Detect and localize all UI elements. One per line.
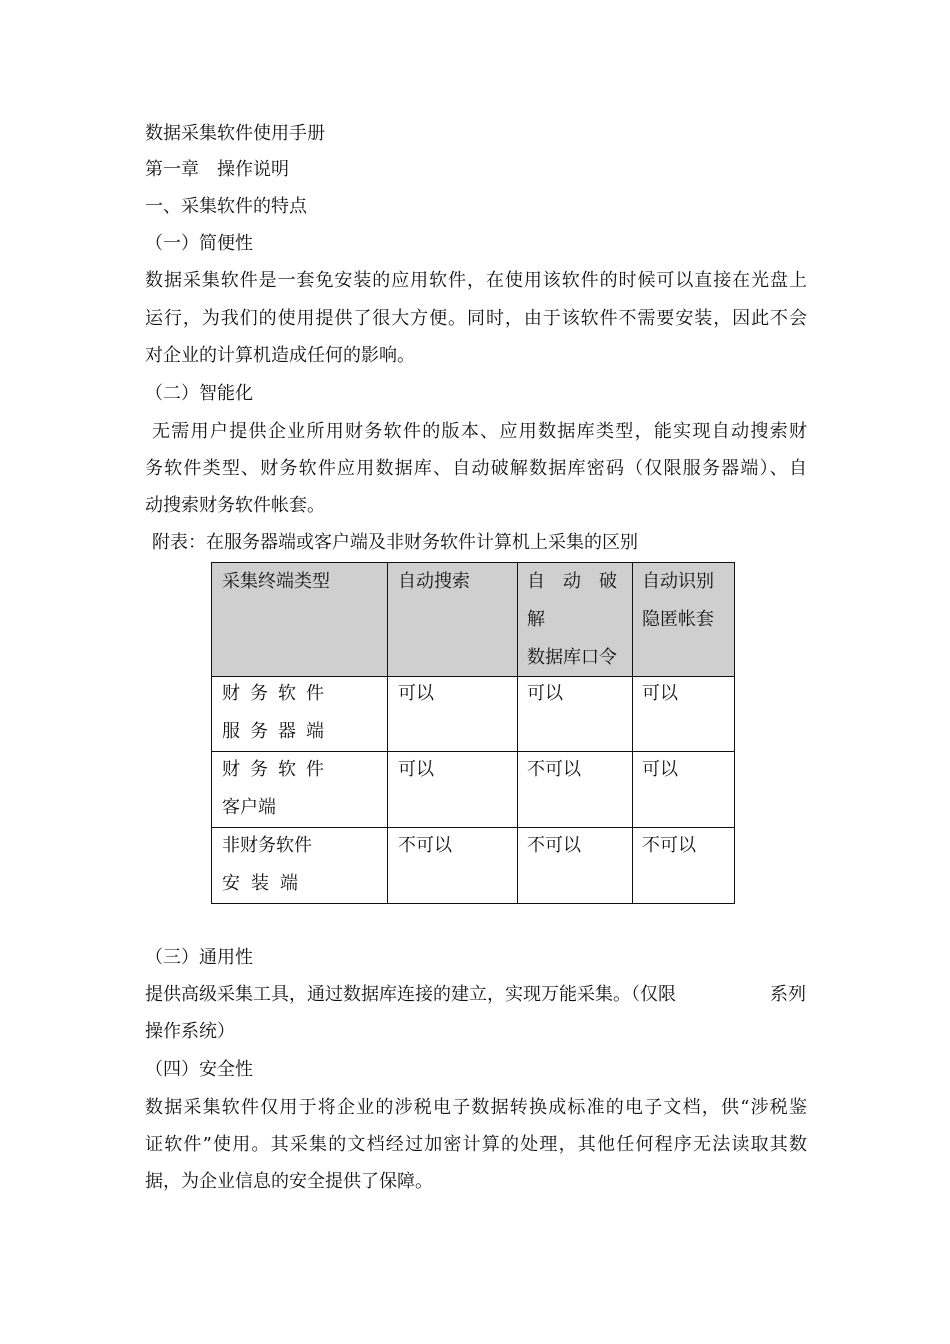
row-type-line1 (222, 759, 324, 781)
row-type-line2 (222, 873, 298, 895)
subsection-heading-simplicity: （一）简便性 (145, 233, 253, 254)
paragraph-line: 务软件类型、财务软件应用数据库、自动破解数据库密码（仅限服务器端）、自 (145, 458, 807, 479)
paragraph-line: 数据采集软件是一套免安装的应用软件，在使用该软件的时候可以直接在光盘上 (145, 270, 807, 291)
row-type-text: 服务器端 (222, 721, 324, 742)
table-divider (387, 563, 388, 903)
header-terminal-type: 采集终端类型 (222, 571, 330, 592)
table-divider (517, 563, 518, 903)
subsection-heading-intelligence: （二）智能化 (145, 383, 253, 404)
row-type-line2 (222, 721, 324, 743)
subsection-heading-generality: （三）通用性 (145, 947, 253, 968)
header-auto-crack-line3: 数据库口令 (527, 647, 617, 668)
subsection-heading-security: （四）安全性 (145, 1059, 253, 1080)
chapter-heading: 第一章 操作说明 (145, 159, 289, 180)
paragraph-line-right: 系列 (770, 984, 806, 1005)
table-caption: 附表：在服务器端或客户端及非财务软件计算机上采集的区别 (152, 532, 638, 553)
row-crack-value: 不可以 (527, 759, 581, 780)
row-crack-value: 不可以 (527, 835, 581, 856)
section-heading: 一、采集软件的特点 (145, 196, 307, 217)
header-auto-identify-line2: 隐匿帐套 (642, 609, 714, 630)
row-type-line1: 非财务软件 (222, 835, 312, 856)
row-identify-value: 不可以 (642, 835, 696, 856)
header-auto-crack-line2: 解 (527, 609, 545, 630)
row-crack-value: 可以 (527, 683, 563, 704)
header-auto-crack-line1: 自 动 破 (527, 571, 617, 592)
table-divider (632, 563, 633, 903)
paragraph-line: 证软件”使用。其采集的文档经过加密计算的处理，其他任何程序无法读取其数 (145, 1134, 807, 1155)
header-auto-search: 自动搜索 (398, 571, 470, 592)
row-identify-value: 可以 (642, 683, 678, 704)
row-type-text: 财务软件 (222, 683, 324, 704)
row-search-value: 可以 (398, 759, 434, 780)
row-type-text: 安装端 (222, 873, 298, 894)
paragraph-line: 据，为企业信息的安全提供了保障。 (145, 1171, 433, 1192)
document-title: 数据采集软件使用手册 (145, 123, 325, 144)
paragraph-line: 无需用户提供企业所用财务软件的版本、应用数据库类型，能实现自动搜索财 (152, 421, 807, 442)
row-search-value: 不可以 (398, 835, 452, 856)
table-divider (212, 676, 734, 677)
table-divider (212, 827, 734, 828)
row-search-value: 可以 (398, 683, 434, 704)
comparison-table (211, 562, 735, 904)
paragraph-line: 运行，为我们的使用提供了很大方便。同时，由于该软件不需要安装，因此不会 (145, 308, 807, 329)
paragraph-line: 操作系统） (145, 1021, 235, 1042)
header-auto-identify-line1: 自动识别 (642, 571, 714, 592)
row-type-line1 (222, 683, 324, 705)
row-type-text: 财务软件 (222, 759, 324, 780)
row-identify-value: 可以 (642, 759, 678, 780)
paragraph-line: 动搜索财务软件帐套。 (145, 495, 325, 516)
paragraph-line-left: 提供高级采集工具，通过数据库连接的建立，实现万能采集。（仅限 (145, 984, 676, 1005)
row-type-line2: 客户端 (222, 797, 276, 818)
table-divider (212, 751, 734, 752)
paragraph-line: 对企业的计算机造成任何的影响。 (145, 345, 415, 366)
paragraph-line: 数据采集软件仅用于将企业的涉税电子数据转换成标准的电子文档，供“涉税鉴 (145, 1097, 807, 1118)
